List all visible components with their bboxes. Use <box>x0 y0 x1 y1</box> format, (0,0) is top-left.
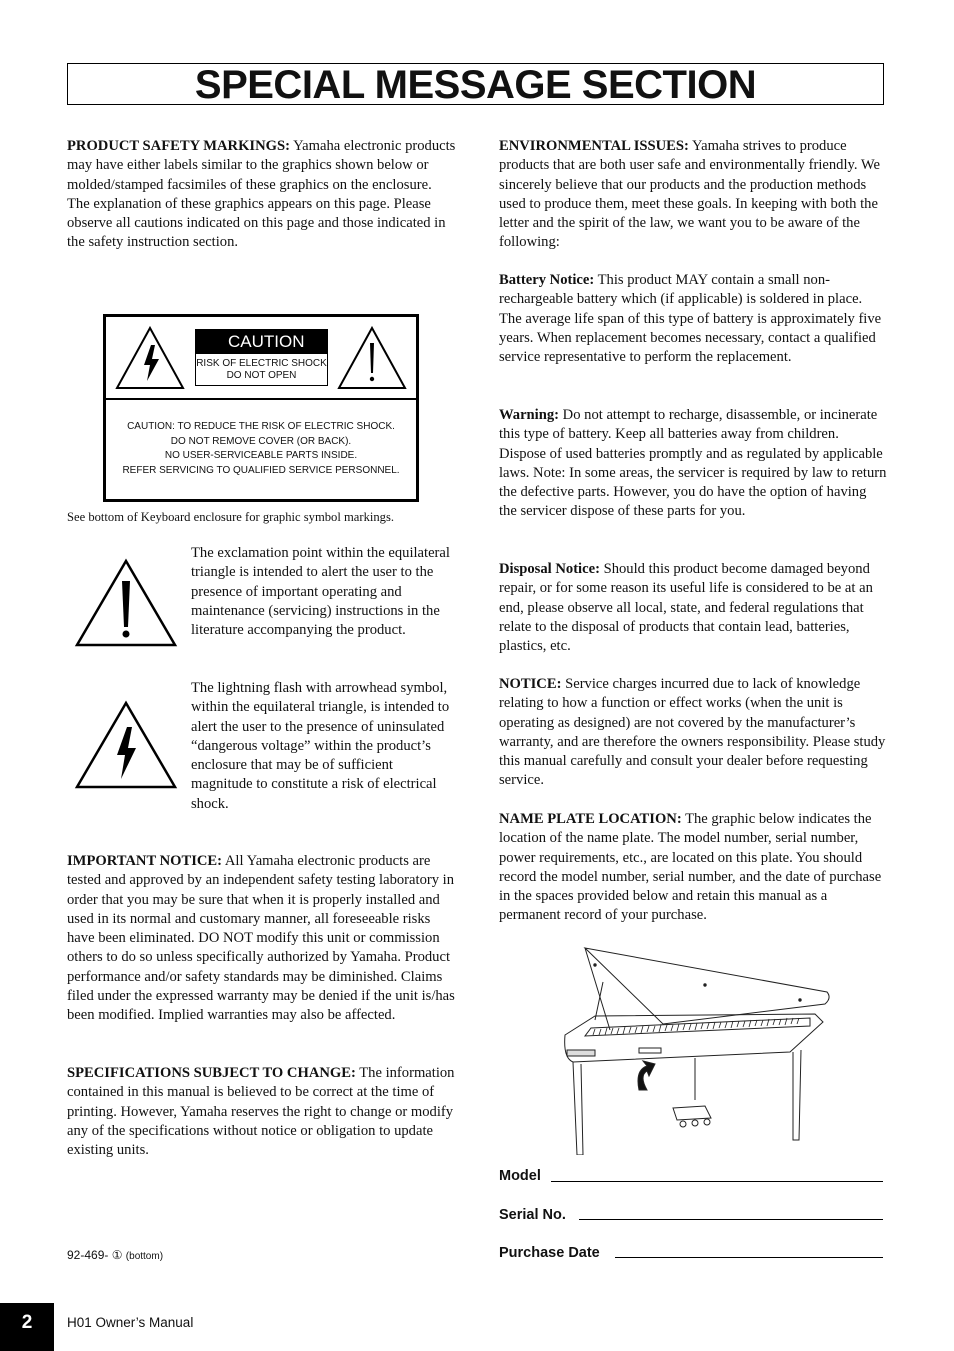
lightning-triangle-large-icon <box>73 699 179 791</box>
caution-label-box <box>195 329 328 386</box>
caution-warning-text <box>106 420 416 478</box>
document-code-suffix: (bottom) <box>125 1251 164 1262</box>
warning-heading: Warning: <box>499 407 560 423</box>
product-safety-paragraph <box>67 137 457 253</box>
battery-paragraph <box>499 271 887 367</box>
purchase-date-input-line[interactable] <box>615 1257 883 1258</box>
document-code <box>67 1248 163 1262</box>
model-field <box>499 1168 541 1184</box>
caution-warning-line4: REFER SERVICING TO QUALIFIED SERVICE PERSONNEL. <box>122 464 400 476</box>
specifications-paragraph <box>67 1064 457 1160</box>
disposal-paragraph <box>499 560 887 656</box>
document-code-number: 92-469- ① <box>67 1248 123 1262</box>
page-title: SPECIAL MESSAGE SECTION <box>194 63 757 107</box>
disposal-text: Should this product become damaged beyond repair, or for some reason its useful life is considered to be at an end, please observe all local, state, and federal regulations that relate to the disposal of products that contain lead, batteries, plastics, etc. <box>499 561 873 655</box>
disposal-heading: Disposal Notice: <box>499 561 600 577</box>
environmental-heading: ENVIRONMENTAL ISSUES: <box>499 138 689 154</box>
service-notice-text: Service charges incurred due to lack of knowledge relating to how a function or effect works (when the unit is operating as designed) are not covered by the manufacturer’s warranty, and are therefore the owners responsibility. Please study this manual carefully and consult your dealer before requesting service. <box>499 676 886 789</box>
caution-subtext-line2: DO NOT OPEN <box>226 370 297 381</box>
important-notice-text: All Yamaha electronic products are tested and approved by an independent safety testing laboratory in order that you may be sure that when it is properly installed and used in its normal and customary manner, all foreseeable risks have been eliminated. DO NOT modify this unit or commission others to do so unless specifically authorized by Yamaha. Product performance and/or safety standards may be diminished. Claims filed under the expressed warranty may be denied if the unit is/has been modified. Implied warranties may also be affected. <box>67 853 455 1024</box>
lightning-explanation: The lightning flash with arrowhead symbol, within the equilateral triangle, is intended to alert the user to the presence of uninsulated “dangerous voltage” within the product’s enclosure that may be of sufficient magnitude to constitute a risk of electrical shock. <box>191 680 450 812</box>
exclamation-explanation: The exclamation point within the equilateral triangle is intended to alert the user to the presence of important operating and maintenance (servicing) instructions in the literature accompanying the product. <box>191 545 450 639</box>
caution-label-graphic <box>103 314 419 502</box>
serial-input-line[interactable] <box>579 1219 883 1220</box>
specifications-text: The information contained in this manual is believed to be correct at the time of printing. However, Yamaha reserves the right to change or modify any of the specifications without notice or obligation to update existing units. <box>67 1065 455 1159</box>
caution-subtext <box>196 358 327 382</box>
battery-heading: Battery Notice: <box>499 272 595 288</box>
warning-paragraph <box>499 406 887 522</box>
caution-label-top <box>106 317 416 400</box>
purchase-date-field <box>499 1245 600 1261</box>
caution-warning-line1: CAUTION: TO REDUCE THE RISK OF ELECTRIC SHOCK. <box>127 421 395 432</box>
battery-text: This product MAY contain a small non-rechargeable battery which (if applicable) is soldered in place. The average life span of this type of battery is approximately five years. When replacement becomes necessary, contact a qualified service representative to perform the replacement. <box>499 272 882 366</box>
warning-text: Do not attempt to recharge, disassemble, or incinerate this type of battery. Keep all batteries away from children. Dispose of used batteries promptly and as regulated by applicable laws. Note: In some areas, the servicer is required by law to return the defective parts. However, you do have the option of having the servicer dispose of these parts for you. <box>499 407 887 520</box>
page-title-box <box>67 63 884 105</box>
caution-warning-line3: NO USER-SERVICEABLE PARTS INSIDE. <box>164 450 358 461</box>
specifications-heading: SPECIFICATIONS SUBJECT TO CHANGE: <box>67 1065 356 1081</box>
symbol-note: See bottom of Keyboard enclosure for graphic symbol markings. <box>67 510 395 524</box>
model-label: Model <box>499 1168 541 1184</box>
service-notice-heading: NOTICE: <box>499 676 562 692</box>
important-notice-paragraph <box>67 852 457 1026</box>
piano-nameplate-illustration <box>555 940 855 1155</box>
service-notice-paragraph <box>499 675 887 791</box>
exclamation-triangle-icon <box>336 325 408 391</box>
nameplate-paragraph <box>499 810 887 926</box>
caution-warning-line2: DO NOT REMOVE COVER (OR BACK). <box>170 435 352 447</box>
product-safety-text: Yamaha electronic products may have either labels similar to the graphics shown below or molded/stamped facsimiles of these graphics on the enclosure. The explanation of these graphics appears on this page. Please observe all cautions indicated on this page and those indicated in the safety instruction section. <box>67 138 456 251</box>
manual-title: H01 Owner’s Manual <box>67 1315 194 1330</box>
purchase-date-label: Purchase Date <box>499 1245 600 1261</box>
page-number: 2 <box>0 1303 54 1351</box>
product-safety-heading: PRODUCT SAFETY MARKINGS: <box>67 138 290 154</box>
important-notice-heading: IMPORTANT NOTICE: <box>67 853 223 869</box>
model-input-line[interactable] <box>551 1181 883 1182</box>
serial-label: Serial No. <box>499 1207 566 1223</box>
lightning-triangle-icon <box>114 325 186 391</box>
nameplate-text: The graphic below indicates the location of the name plate. The model number, serial number, power requirements, etc., are located on this plate. You should record the model number, serial number, and the date of purchase in the spaces provided below and retain this manual as a permanent record of your purchase. <box>499 811 882 924</box>
environmental-paragraph <box>499 137 887 253</box>
serial-field <box>499 1207 566 1223</box>
environmental-text: Yamaha strives to produce products that are both user safe and environmentally friendly. We sincerely believe that our products and the production methods used to produce them, meet these goals. In keeping with both the letter and the spirit of the law, we want you to be aware of the following: <box>499 138 880 251</box>
exclamation-triangle-large-icon <box>73 557 179 649</box>
caution-heading: CAUTION <box>196 330 327 354</box>
nameplate-heading: NAME PLATE LOCATION: <box>499 811 682 827</box>
caution-subtext-line1: RISK OF ELECTRIC SHOCK <box>196 358 327 369</box>
